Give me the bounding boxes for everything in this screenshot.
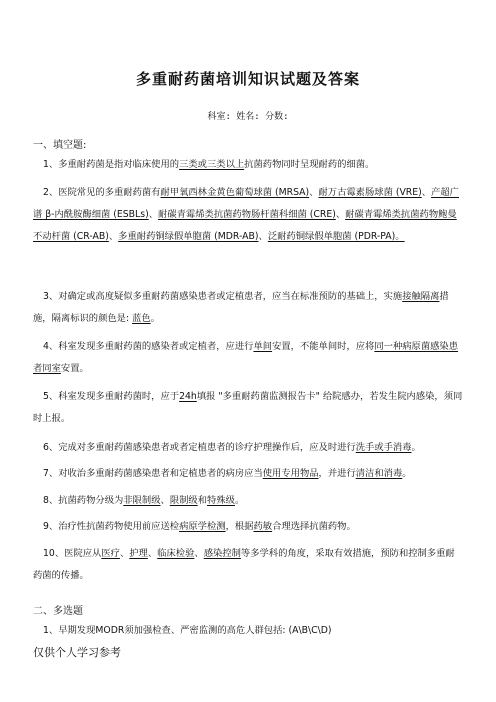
question-5: 5、科室发现多重耐药菌时，应于24h填报 "多重耐药菌监测报告卡" 给院感办，若发生院内感染，须同时上报。 <box>33 391 463 424</box>
question-7: 7、对收治多重耐药菌感染患者和定植患者的病房应当使用专用物品，并进行清洁和消毒。 <box>43 468 412 479</box>
question-4: 4、科室发现多重耐药菌的感染者或定植者，应进行单间安置，不能单间时，应将同一种病原菌感染患者同室安置。 <box>33 341 459 374</box>
question-6: 6、完成对多重耐药菌感染患者或者定植患者的诊疗护理操作后，应及时进行洗手或手消毒。 <box>43 442 421 453</box>
question-1: 1、多重耐药菌是指对临床使用的三类或三类以上抗菌药物同时呈现耐药的细菌。 <box>43 159 375 170</box>
question-9: 9、治疗性抗菌药物使用前应送检病原学检测，根据药敏合理选择抗菌药物。 <box>43 521 356 532</box>
section-heading-multiple-choice: 二、多选题 <box>33 606 83 617</box>
question-8: 8、抗菌药物分级为非限制级、限制级和特殊级。 <box>43 495 245 506</box>
footer-note: 仅供个人学习参考 <box>33 646 121 659</box>
document-title: 多重耐药菌培训知识试题及答案 <box>135 70 360 88</box>
info-line: 科室: 姓名: 分数: <box>207 112 289 122</box>
section-heading-fill-in: 一、填空题: <box>33 140 87 151</box>
multiple-choice-question-1: 1、早期发现MODR须加强检查、严密监测的高危人群包括: (A\B\C\D) <box>43 625 332 636</box>
question-3: 3、对确定或高度疑似多重耐药菌感染患者或定植患者，应当在标准预防的基础上，实施接触隔离措施，隔离标识的颜色是: 蓝色。 <box>33 291 449 324</box>
question-10: 10、医院应从医疗、护理、临床检验、感染控制等多学科的角度，采取有效措施，预防和控制多重耐药菌的传播。 <box>33 548 455 581</box>
question-2: 2、医院常见的多重耐药菌有耐甲氧西林金黄色葡萄球菌 (MRSA)、耐万古霉素肠球菌 (VRE)、产超广谱 β-内酰胺酶细菌 (ESBLs)、耐碳青霉烯类抗菌药物肠杆菌科细菌 (CRE)、耐碳青霉烯类抗菌药物鲍曼不动杆菌 (CR-AB)、多重耐药铜绿假单胞菌 (MDR-AB)、泛耐药铜绿假单胞菌 (PDR-PA)。 <box>33 187 459 242</box>
